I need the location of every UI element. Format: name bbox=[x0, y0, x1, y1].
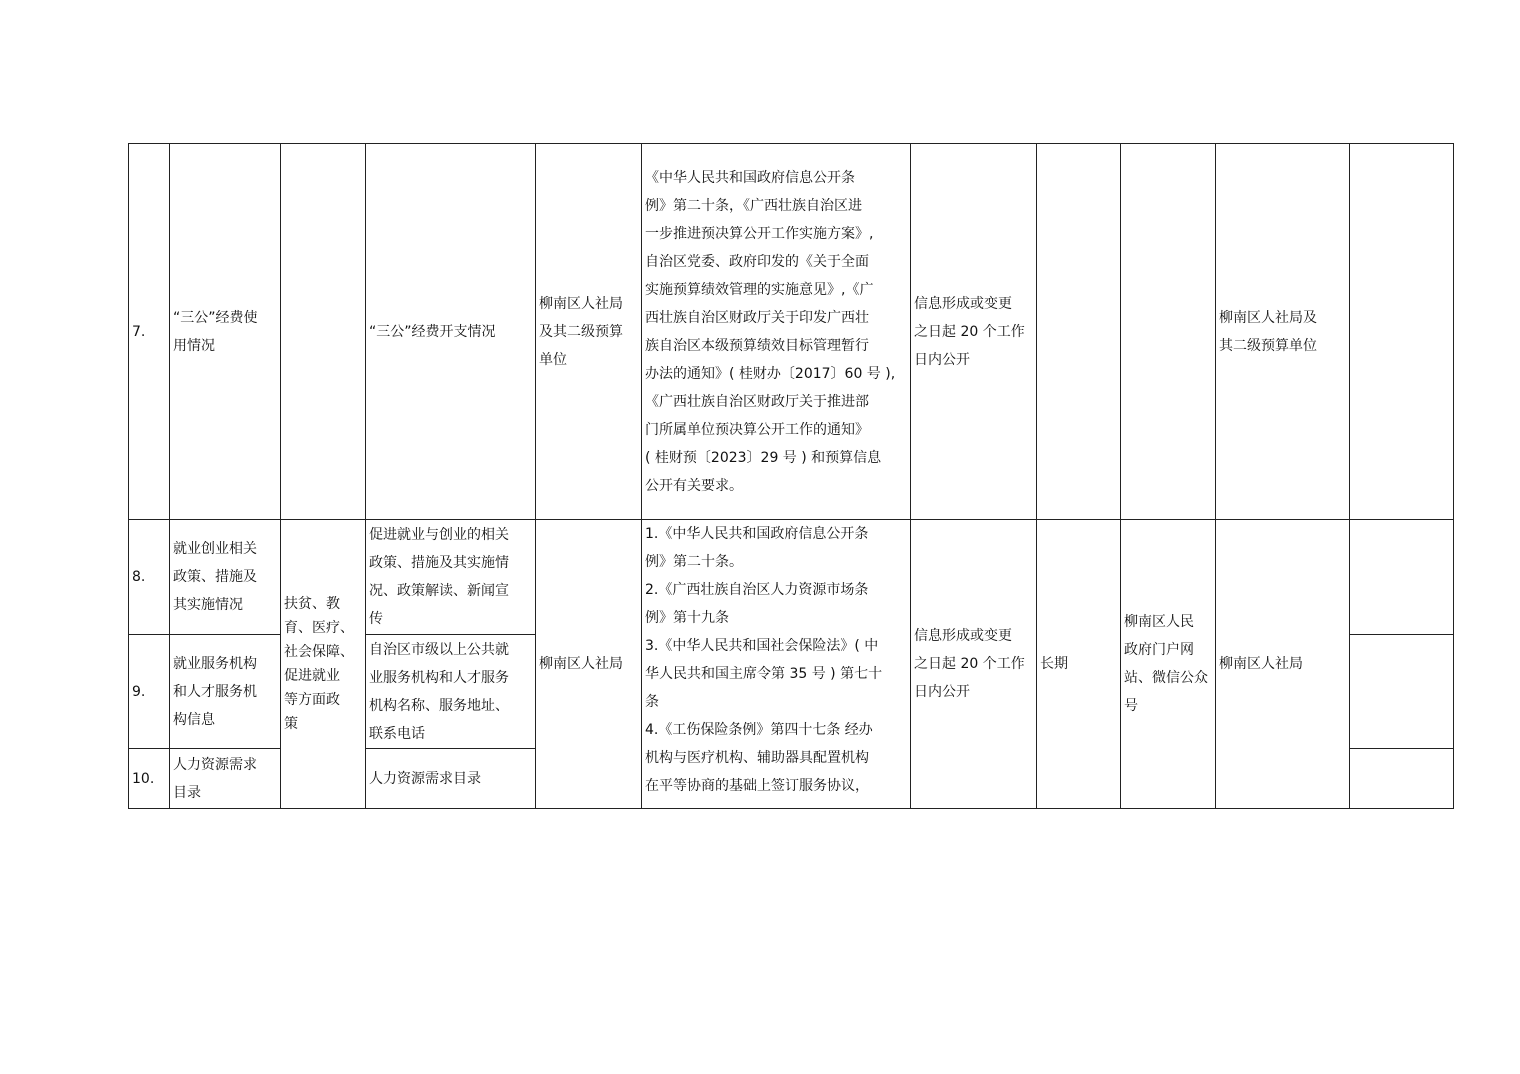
table-row bbox=[129, 144, 1454, 520]
row-number: 9. bbox=[129, 635, 170, 749]
item-name: “三公”经费使 用情况 bbox=[170, 144, 281, 520]
channel-cell bbox=[1121, 144, 1216, 520]
content-cell: “三公”经费开支情况 bbox=[366, 144, 536, 520]
shared-basis-cell: 1.《中华人民共和国政府信息公开条 例》第二十条。 2.《广西壮族自治区人力资源市场条 例》第十九条 3.《中华人民共和国社会保险法》( 中 华人民共和国主席令第 35 号 ) 第七十 条 4.《工伤保险条例》第四十七条 经办 机构与医疗机构、辅助器具配置机构 在平等协商的基础上签订服务协议， bbox=[642, 520, 911, 809]
note-cell bbox=[1350, 635, 1454, 749]
shared-time-limit-cell: 信息形成或变更 之日起 20 个工作 日内公开 bbox=[911, 520, 1037, 809]
note-cell bbox=[1350, 144, 1454, 520]
shared-subject-cell: 柳南区人社局 bbox=[536, 520, 642, 809]
period-cell bbox=[1037, 144, 1121, 520]
item-name: 人力资源需求 目录 bbox=[170, 749, 281, 809]
shared-channel-cell: 柳南区人民 政府门户网 站、微信公众 号 bbox=[1121, 520, 1216, 809]
time-limit-cell: 信息形成或变更 之日起 20 个工作 日内公开 bbox=[911, 144, 1037, 520]
content-cell: 促进就业与创业的相关 政策、措施及其实施情 况、政策解读、新闻宣 传 bbox=[366, 520, 536, 635]
basis-cell: 《中华人民共和国政府信息公开条 例》第二十条，《广西壮族自治区进 一步推进预决算公开工作实施方案》, 自治区党委、政府印发的《关于全面 实施预算绩效管理的实施意见》,《广 西壮族自治区财政厅关于印发广西壮 族自治区本级预算绩效目标管理暂行 办法的通知》( 桂财办〔2017〕60 号 ), 《广西壮族自治区财政厅关于推进部 门所属单位预决算公开工作的通知》 ( 桂财预〔2023〕29 号 ) 和预算信息 公开有关要求。 bbox=[642, 144, 911, 520]
row-number: 7. bbox=[129, 144, 170, 520]
shared-category-cell: 扶贫、教 育、医疗、 社会保障、 促进就业 等方面政 策 bbox=[281, 520, 366, 809]
subject-cell: 柳南区人社局 及其二级预算 单位 bbox=[536, 144, 642, 520]
row-number: 8. bbox=[129, 520, 170, 635]
table-row bbox=[129, 520, 1454, 635]
content-cell: 人力资源需求目录 bbox=[366, 749, 536, 809]
disclosure-table bbox=[128, 143, 1454, 809]
shared-responsible-cell: 柳南区人社局 bbox=[1216, 520, 1350, 809]
responsible-cell: 柳南区人社局及 其二级预算单位 bbox=[1216, 144, 1350, 520]
note-cell bbox=[1350, 520, 1454, 635]
row-number: 10. bbox=[129, 749, 170, 809]
note-cell bbox=[1350, 749, 1454, 809]
item-name: 就业服务机构 和人才服务机 构信息 bbox=[170, 635, 281, 749]
shared-period-cell: 长期 bbox=[1037, 520, 1121, 809]
item-name: 就业创业相关 政策、措施及 其实施情况 bbox=[170, 520, 281, 635]
content-cell: 自治区市级以上公共就 业服务机构和人才服务 机构名称、服务地址、 联系电话 bbox=[366, 635, 536, 749]
category-cell bbox=[281, 144, 366, 520]
